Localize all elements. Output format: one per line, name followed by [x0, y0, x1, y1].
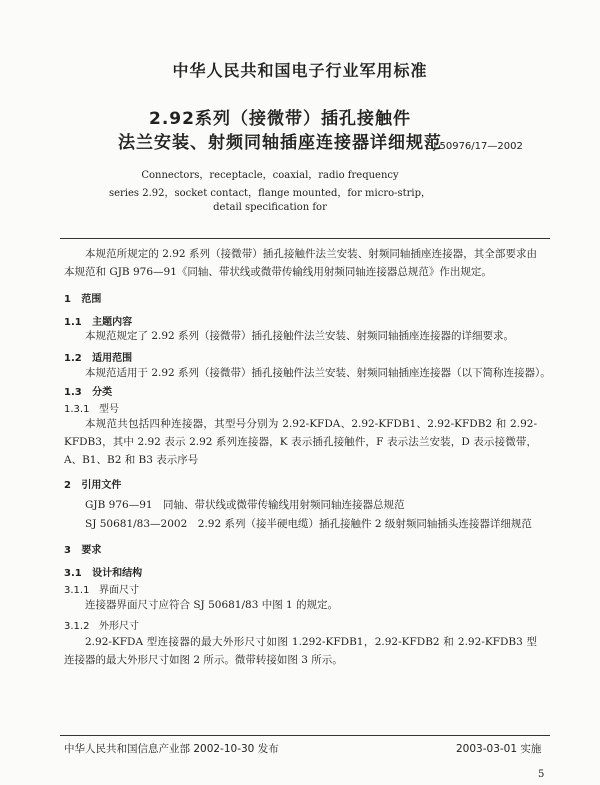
section-3-1-1-heading — [64, 581, 139, 596]
section-1-1-body: 本规范规定了 2.92 系列（接微带）插孔接触件法兰安装、射频同轴插座连接器的详细要求。 — [85, 330, 515, 342]
section-title: 分类 — [92, 387, 113, 398]
section-number: 3.1.1 — [64, 585, 90, 596]
section-number: 3.1 — [64, 568, 82, 579]
implementation-date: 2003-03-01 实施 — [456, 743, 542, 755]
section-title: 适用范围 — [92, 353, 133, 364]
section-title: 型号 — [99, 404, 119, 415]
reference-gjb-976: GJB 976—91 同轴、带状线或微带传输线用射频同轴连接器总规范 — [85, 499, 405, 511]
section-number: 2 — [64, 480, 71, 491]
document-title-line-2: 法兰安装、射频同轴插座连接器详细规范 — [118, 133, 442, 153]
issue-date: 中华人民共和国信息产业部 2002-10-30 发布 — [64, 743, 279, 755]
document-title-line-1: 2.92系列（接微带）插孔接触件 — [149, 109, 411, 129]
section-number: 1.3.1 — [64, 404, 90, 415]
english-title-line-1: Connectors，receptacle，coaxial，radio frequency — [141, 170, 399, 181]
section-number: 1.1 — [64, 317, 82, 328]
section-title: 引用文件 — [81, 480, 122, 491]
section-number: 3.1.2 — [64, 621, 90, 632]
section-1-1-heading — [64, 313, 132, 328]
intro-paragraph: 本规范所规定的 2.92 系列（接微带）插孔接触件法兰安装、射频同轴插座连接器，其全部要求由本规范和 GJB 976—91《同轴、带状线或微带传输线用射频同轴连接器总规范》作出规定。 — [64, 248, 537, 278]
page-number: 5 — [538, 769, 545, 780]
section-1-3-1-body: 本规范共包括四种连接器，其型号分别为 2.92-KFDA、2.92-KFDB1、2.92-KFDB2 和 2.92-KFDB3，其中 2.92 表示 2.92 系列连接器，K 表示插孔接触件，F 表示法兰安装，D 表示接微带，A、B1、B2 和 B3 表示序号 — [64, 418, 537, 466]
section-number: 1.2 — [64, 353, 82, 364]
section-1-heading — [64, 290, 101, 305]
section-title: 主题内容 — [92, 317, 133, 328]
section-2-heading — [64, 476, 121, 491]
section-1-3-heading — [64, 383, 112, 398]
section-title: 外形尺寸 — [99, 621, 139, 632]
bottom-divider — [60, 735, 550, 736]
section-1-2-body: 本规范适用于 2.92 系列（接微带）插孔接触件法兰安装、射频同轴插座连接器（以下简称连接器）。 — [85, 367, 551, 379]
standard-header-title: 中华人民共和国电子行业军用标准 — [172, 61, 428, 80]
section-3-1-1-body: 连接器界面尺寸应符合 SJ 50681/83 中图 1 的规定。 — [85, 599, 339, 611]
section-1-2-heading — [64, 349, 132, 364]
section-title: 范围 — [81, 294, 102, 305]
section-1-3-1-heading — [64, 400, 119, 415]
top-divider — [60, 238, 550, 239]
english-title-line-3: detail specification for — [213, 202, 327, 213]
section-number: 3 — [64, 545, 71, 556]
section-title: 设计和结构 — [92, 568, 143, 579]
section-number: 1.3 — [64, 387, 82, 398]
standard-code: SJ 50976/17—2002 — [427, 141, 523, 152]
section-title: 界面尺寸 — [99, 585, 139, 596]
section-3-heading — [64, 541, 101, 556]
english-title-line-2: series 2.92，socket contact，flange mounted，for micro-strip， — [108, 188, 432, 199]
section-3-1-heading — [64, 564, 142, 579]
section-number: 1 — [64, 294, 71, 305]
section-3-1-2-body: 2.92-KFDA 型连接器的最大外形尺寸如图 1.292-KFDB1，2.92-KFDB2 和 2.92-KFDB3 型连接器的最大外形尺寸如图 2 所示。微带转接如图 3 所示。 — [64, 636, 537, 666]
section-title: 要求 — [81, 545, 102, 556]
reference-sj-50681: SJ 50681/83—2002 2.92 系列（接半硬电缆）插孔接触件 2 级射频同轴插头连接器详细规范 — [85, 518, 532, 530]
section-3-1-2-heading — [64, 617, 139, 632]
